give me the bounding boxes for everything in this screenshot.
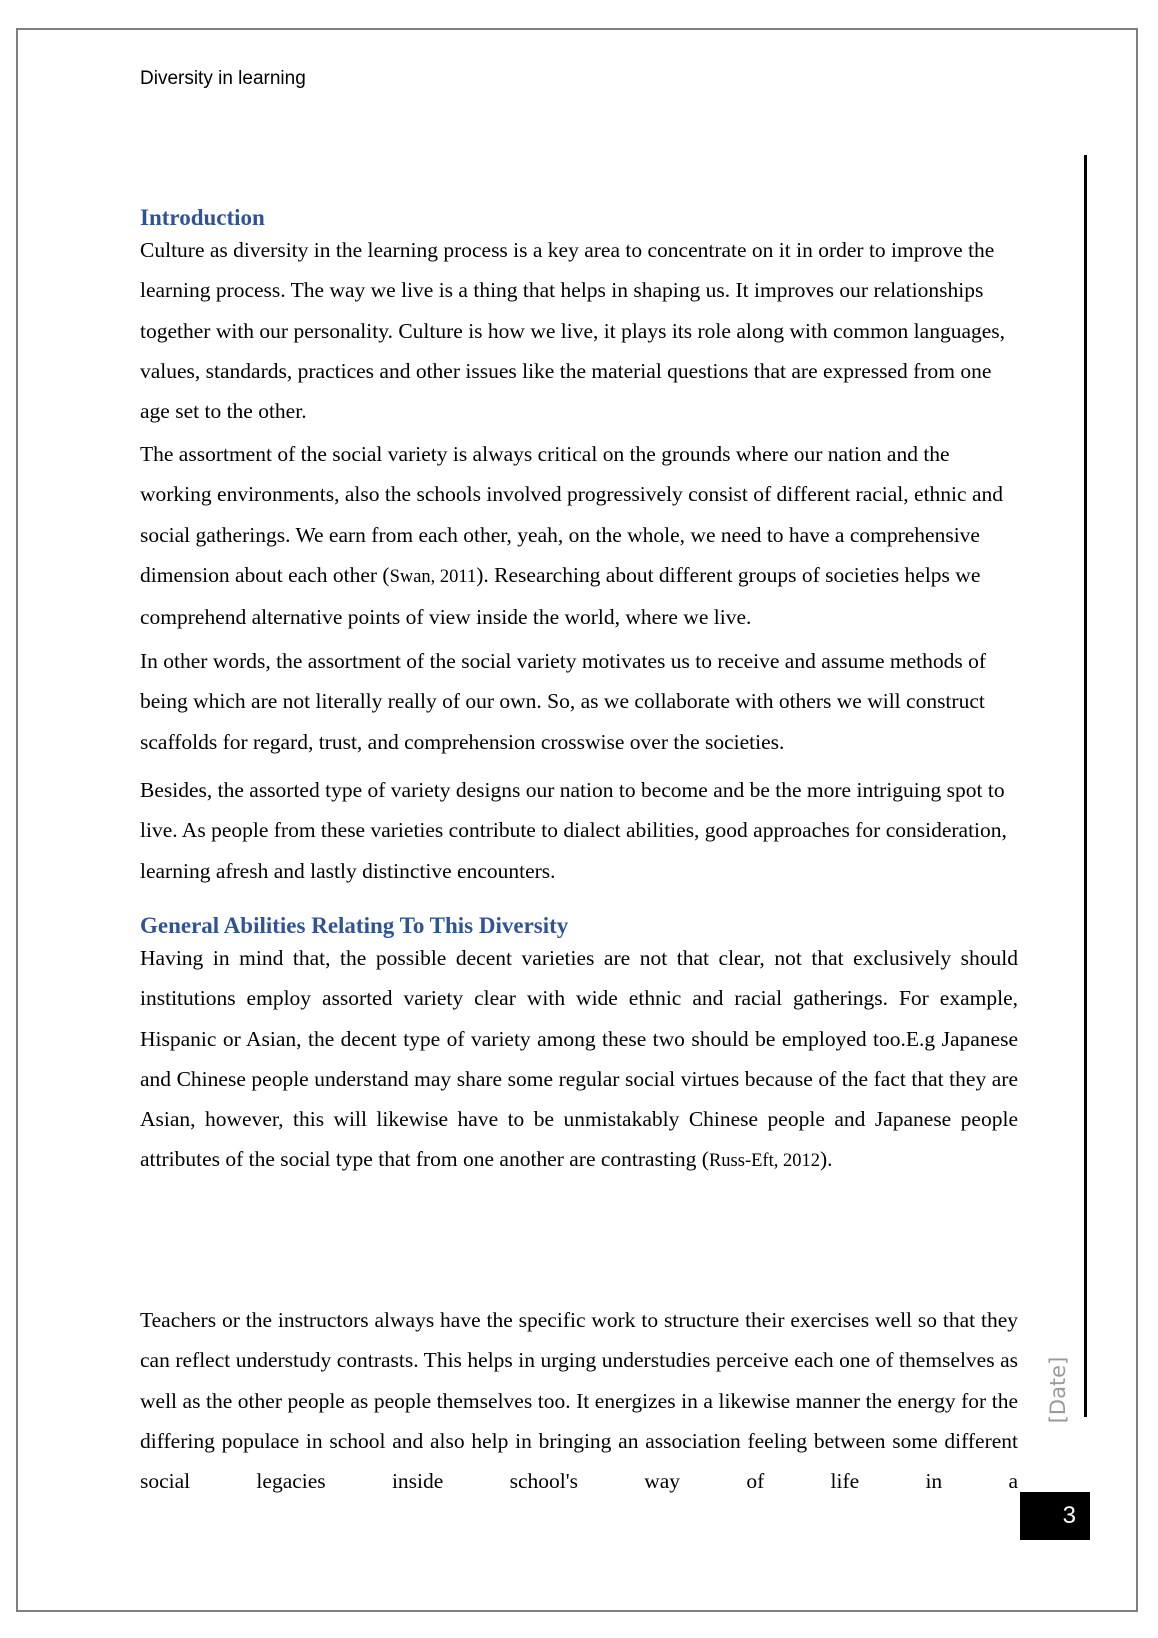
- paragraph: [140, 434, 1018, 637]
- citation: Russ-Eft, 2012: [708, 1151, 820, 1172]
- paragraph: Culture as diversity in the learning process is a key area to concentrate on it in order to improve the learning process. The way we live is a thing that helps in shaping us. It improves our relationships together with our personality. Culture is how we live, it plays its role along with common languages, values, standards, practices and other issues like the material questions that are expressed from one age set to the other.: [140, 238, 1006, 424]
- paragraph: Besides, the assorted type of variety designs our nation to become and be the more intriguing spot to live. As people from these varieties contribute to dialect abilities, good approaches for consideration, learning afresh and lastly distinctive encounters.: [140, 778, 1007, 883]
- paragraph-text: The assortment of the social variety is always critical on the grounds where our nation and the working environments, also the schools involved progressively consist of different racial, ethnic and social gatherings. We earn from each other, yeah, on the whole, we need to have a comprehensive dimension about each other (: [140, 442, 1003, 587]
- paragraph: Teachers or the instructors always have the specific work to structure their exercises well so that they can reflect understudy contrasts. This helps in urging understudies perceive each one of themselves as well as the other people as people themselves too. It energizes in a likewise manner the energy for the differing populace in school and also help in bringing an association feeling between some different social legacies inside school's way of life in a: [140, 1308, 1018, 1494]
- page-header-title: Diversity in learning: [140, 68, 306, 89]
- paragraph: In other words, the assortment of the social variety motivates us to receive and assume methods of being which are not literally really of our own. So, as we collaborate with others we will construct scaffolds for regard, trust, and comprehension crosswise over the societies.: [140, 649, 987, 754]
- section-heading: Introduction: [140, 205, 265, 230]
- sidebar-rule: [1084, 155, 1087, 1417]
- paragraph: [140, 938, 1018, 1182]
- page-number: 3: [1020, 1492, 1090, 1540]
- section-introduction: [140, 204, 1018, 431]
- section-heading: General Abilities Relating To This Diversity: [140, 913, 569, 938]
- citation: Swan, 2011: [389, 566, 477, 587]
- section-general-abilities: [140, 912, 1018, 1182]
- paragraph-text: ).: [819, 1147, 833, 1172]
- section-general-abilities-para-2: [140, 1300, 1018, 1501]
- date-placeholder[interactable]: [Date]: [1046, 1356, 1070, 1424]
- section-introduction-para-3: [140, 641, 1018, 762]
- paragraph-text: Having in mind that, the possible decent varieties are not that clear, not that exclusively should institutions employ assorted variety clear with wide ethnic and racial gatherings. For example, Hispanic or Asian, the decent type of variety among these two should be employed too.E.g Japanese and Chinese people understand may share some regular social virtues because of the fact that they are Asian, however, this will likewise have to be unmistakably Chinese people and Japanese people attributes of the social type that from one another are contrasting (: [140, 946, 1018, 1172]
- section-introduction-para-2: [140, 434, 1018, 637]
- section-introduction-para-4: [140, 770, 1018, 891]
- paragraph-text: ). Researching about different groups of societies helps we comprehend alternative points of view inside the world, where we live.: [140, 562, 981, 630]
